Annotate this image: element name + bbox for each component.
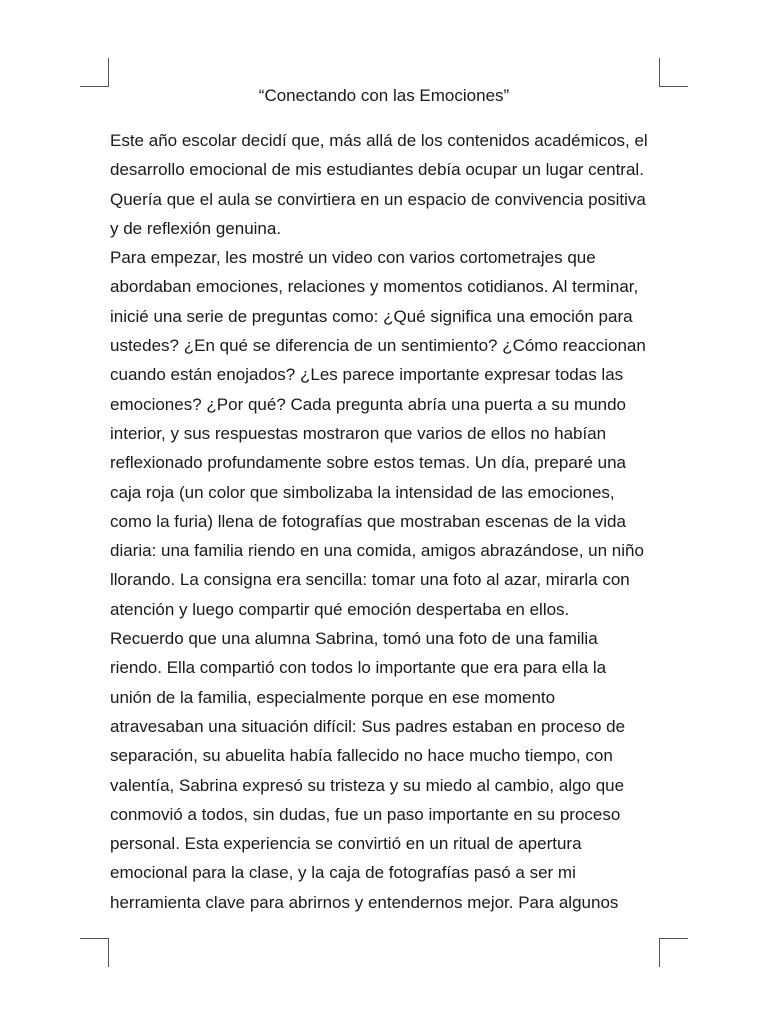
text-line: diaria: una familia riendo en una comida, amigos abrazándose, un niño — [110, 541, 644, 561]
text-line: reflexionado profundamente sobre estos temas. Un día, preparé una — [110, 453, 626, 473]
text-line: abordaban emociones, relaciones y momentos cotidianos. Al terminar, — [110, 277, 639, 297]
text-line: Este año escolar decidí que, más allá de los contenidos académicos, el — [110, 131, 648, 150]
crop-mark-top-right — [659, 58, 688, 87]
text-line: herramienta clave para abrirnos y entendernos mejor. Para algunos — [110, 892, 619, 912]
text-line: atención y luego compartir qué emoción despertaba en ellos. — [110, 599, 570, 619]
text-line: personal. Esta experiencia se convirtió en un ritual de apertura — [110, 834, 582, 854]
text-line: emocional para la clase, y la caja de fotografías pasó a ser mi — [110, 863, 576, 883]
text-line: Recuerdo que una alumna Sabrina, tomó una foto de una familia — [110, 629, 598, 649]
text-line: como la furia) llena de fotografías que mostraban escenas de la vida — [110, 511, 626, 531]
crop-mark-bottom-left — [80, 938, 109, 967]
text-line: riendo. Ella compartió con todos lo importante que era para ella la — [110, 658, 607, 678]
text-line: Para empezar, les mostré un video con varios cortometrajes que — [110, 248, 596, 268]
text-line: cuando están enojados? ¿Les parece importante expresar todas las — [110, 365, 624, 385]
text-line: desarrollo emocional de mis estudiantes debía ocupar un lugar central. — [110, 160, 644, 180]
text-line: emociones? ¿Por qué? Cada pregunta abría una puerta a su mundo — [110, 394, 627, 414]
document-title: “Conectando con las Emociones” — [258, 86, 510, 105]
text-line: Quería que el aula se convirtiera en un espacio de convivencia positiva — [110, 189, 646, 209]
crop-mark-top-left — [80, 58, 109, 87]
crop-mark-bottom-right — [659, 938, 688, 967]
text-line: y de reflexión genuina. — [110, 218, 282, 238]
text-line: valentía, Sabrina expresó su tristeza y su miedo al cambio, algo que — [110, 775, 625, 795]
text-line: unión de la familia, especialmente porque en ese momento — [110, 687, 556, 707]
text-line: ustedes? ¿En qué se diferencia de un sentimiento? ¿Cómo reaccionan — [110, 336, 646, 356]
document-body — [110, 126, 670, 917]
text-line: llorando. La consigna era sencilla: tomar una foto al azar, mirarla con — [110, 570, 630, 590]
text-line: interior, y sus respuestas mostraron que varios de ellos no habían — [110, 423, 607, 443]
text-line: atravesaban una situación difícil: Sus padres estaban en proceso de — [110, 716, 626, 736]
text-line: conmovió a todos, sin dudas, fue un paso importante en su proceso — [110, 804, 621, 824]
text-line: inicié una serie de preguntas como: ¿Qué significa una emoción para — [110, 306, 633, 326]
text-line: caja roja (un color que simbolizaba la intensidad de las emociones, — [110, 482, 615, 502]
text-line: separación, su abuelita había fallecido no hace mucho tiempo, con — [110, 746, 613, 766]
